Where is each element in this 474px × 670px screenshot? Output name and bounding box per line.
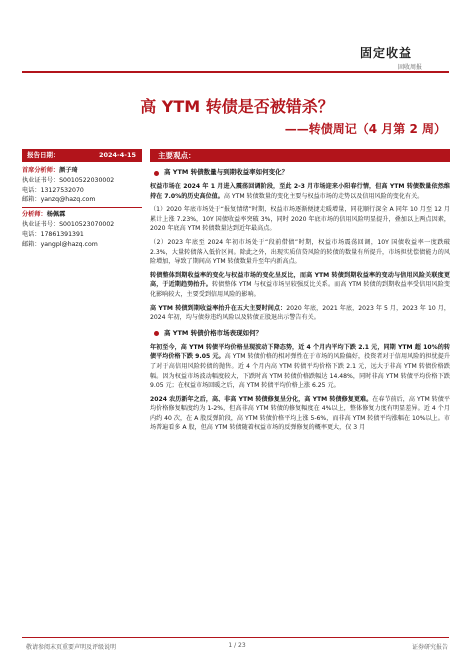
analyst-cert: 执业证书号：S0010523070002 xyxy=(22,220,115,228)
chief-analyst: 首席分析师：颜子琦 xyxy=(22,167,78,174)
report-title: 高 YTM 转债是否被错杀？ xyxy=(140,97,334,116)
bullet-heading-2: 高 YTM 转债价格市场表现如何？ xyxy=(154,329,450,339)
chief-cert: 执业证书号：S0010522030002 xyxy=(22,176,115,184)
chief-phone: 电话：13127532070 xyxy=(22,186,84,194)
paragraph-6: 年初至今，高 YTM 转债平均价格呈现波动下降态势，近 4 个月内平均下跌 2.1 元，同期 YTM 超 10%的转债平均价格下跌 9.05 元。高 YTM 转债价格的相对弹性在于市场的风险偏好，投资者对于信用风险的担忧提升了对于高信用风险转债的抛售。近 4 个月内高 YTM 转债平均价格下跌 2.1 元，远大于非高 YTM 转债价格跌幅。因为权益市场波动幅度较大，下跌时高 YTM 转债价格跌幅达 14.48%，同时非高 YTM 转债平均价格下跌 9.05 元；在权益市场回暖之后，高 YTM 转债平均价格上涨 6.25 元。 xyxy=(150,343,451,390)
paragraph-3: （2）2023 年底至 2024 年初市场处于“段前借债”时期，权益市场震荡回调，10Y 国债收益率一度跌破 2.3%，大量转债落入低价区间。除此之外，出现实质信贷风险的转债的数量有所提升，市场担忧偿债能力的风险增加，导致了期间高 YTM 转债数量升至年内新高点。 xyxy=(150,238,450,266)
report-type: 固收周报 xyxy=(398,64,423,71)
chief-email[interactable]: 邮箱：yanzq@hazq.com xyxy=(22,196,96,204)
paragraph-2: （1）2020 年底市场处于“报复情绪”时期，权益市场逐渐便捷走暖增量，同花顺行深全 A 同年 10 月至 12 月累计上涨 7.23%，10Y 国债收益率突破 3%，同时 2020 年底市场的信用风险明显提升，叠加以上两点因素，2020 年底高 YTM 转债数量达到近年最高点。 xyxy=(150,206,450,233)
analyst-phone: 电话：17861391391 xyxy=(22,230,84,238)
paragraph-7: 2024 农历新年之后，高、非高 YTM 转债修复呈分化，高 YTM 转债修复更难。在春节前后，高 YTM 转债平均价格修复幅度约为 1-2%，但高非高 YTM 转债的修复幅度在 4%以上，整体修复力度有明显差异。近 4 个月内约 40 次，在 A 股反弹阶段，高 YTM 转债价格平均上涨 5-6%，而非高 YTM 转债平均涨幅在 10%以上。市场普遍看多 A 股，但高 YTM 转债随着权益市场的反弹修复的概率更大，仅 3 月 xyxy=(150,395,451,432)
analyst: 分析师：杨佩霖 xyxy=(22,211,66,219)
main-content xyxy=(150,149,450,437)
bullet-icon xyxy=(154,171,159,176)
report-label: 证券研究报告 xyxy=(411,644,448,651)
analyst-email[interactable]: 邮箱：yangpl@hazq.com xyxy=(22,240,98,248)
bullet-icon xyxy=(154,331,159,336)
paragraph-4: 转债整体到期收益率的变化与权益市场的变化呈反比，而高 YTM 转债到期收益率的变动与信用风险关联度更高，于近期趋势抬升。转债整体 YTM 与权益市场呈较强反比关系。而高 YTM 转债的到期收益率受信用风险变化影响较大，主要受到信用风险的影响。 xyxy=(150,271,450,298)
paragraph-5: 高 YTM 转债到期收益率抬升在五大主要时间点：2020 年底，2021 年底，2023 年 5 月，2023 年 10 月，2024 年初，均与债券违约风险以及转债正股退出示警告有关。 xyxy=(150,304,450,322)
report-date-value: 2024-4-15 xyxy=(98,151,136,159)
report-subtitle: ——转债周记（4 月第 2 周） xyxy=(284,122,446,136)
report-date-bar xyxy=(22,149,142,162)
analyst-info xyxy=(22,166,142,249)
footer-divider xyxy=(22,637,449,638)
report-date-label: 报告日期： xyxy=(27,151,60,159)
section-header: 主要观点： xyxy=(150,149,450,162)
header-divider xyxy=(22,71,449,73)
disclaimer-note[interactable]: 敬请参阅末页重要声明及评级说明 xyxy=(26,644,117,651)
bullet-heading-1: 高 YTM 转债数量与到期收益率如何变化？ xyxy=(154,168,450,178)
page-number: 1 / 23 xyxy=(228,642,246,649)
paragraph-1: 权益市场在 2024 年 1 月进入震荡回调阶段，至此 2-3 月市场迎来小阳春行情，但高 YTM 转债数量依然维持在 7.0%的历史高位值。高 YTM 转债数量的变化主要与权益市场的走势以及信用风险的变化有关。 xyxy=(150,183,450,200)
report-category: 固定收益 xyxy=(360,46,413,60)
analyst-divider xyxy=(22,207,142,208)
